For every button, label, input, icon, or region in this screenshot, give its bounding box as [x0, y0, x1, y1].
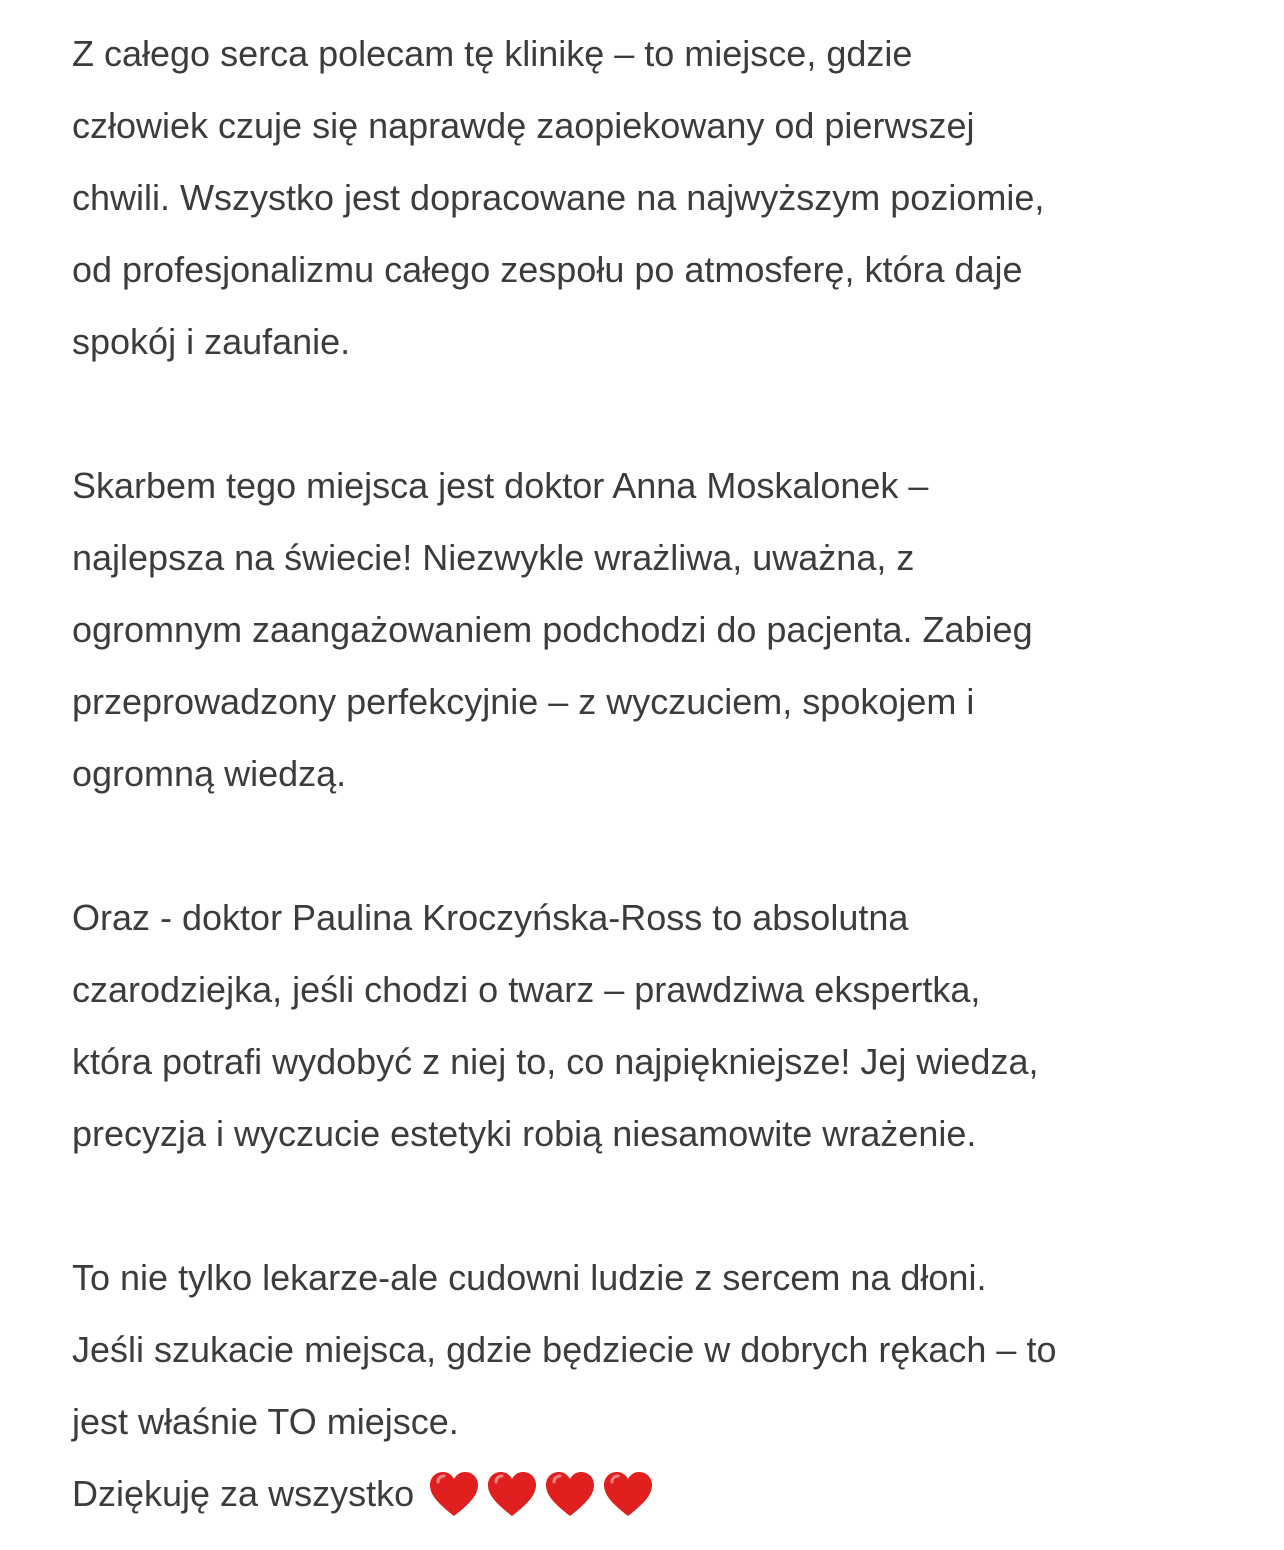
review-line: Z całego serca polecam tę klinikę – to miejsce, gdzie	[72, 33, 913, 74]
review-line: jest właśnie TO miejsce.	[72, 1401, 459, 1442]
review-paragraph-3	[72, 882, 1222, 1170]
review-line: Skarbem tego miejsca jest doktor Anna Moskalonek –	[72, 465, 929, 506]
hearts-group	[428, 1470, 654, 1518]
heart-icon	[602, 1470, 654, 1518]
review-paragraph-1	[72, 18, 1222, 378]
heart-icon	[486, 1470, 538, 1518]
review-line: Jeśli szukacie miejsca, gdzie będziecie w dobrych rękach – to	[72, 1329, 1057, 1370]
heart-icon	[544, 1470, 596, 1518]
review-text	[72, 18, 1222, 1530]
review-paragraph-4	[72, 1242, 1222, 1530]
review-line: ogromną wiedzą.	[72, 753, 347, 794]
review-line: przeprowadzony perfekcyjnie – z wyczuciem, spokojem i	[72, 681, 975, 722]
heart-icon	[428, 1470, 480, 1518]
review-line: od profesjonalizmu całego zespołu po atmosferę, która daje	[72, 249, 1023, 290]
review-line: precyzja i wyczucie estetyki robią niesamowite wrażenie.	[72, 1113, 977, 1154]
paragraph-spacer	[72, 1170, 1222, 1242]
review-line: czarodziejka, jeśli chodzi o twarz – prawdziwa ekspertka,	[72, 969, 981, 1010]
review-line: najlepsza na świecie! Niezwykle wrażliwa, uważna, z	[72, 537, 915, 578]
review-line: To nie tylko lekarze-ale cudowni ludzie z sercem na dłoni.	[72, 1257, 987, 1298]
paragraph-spacer	[72, 810, 1222, 882]
review-line: ogromnym zaangażowaniem podchodzi do pacjenta. Zabieg	[72, 609, 1033, 650]
review-line: chwili. Wszystko jest dopracowane na najwyższym poziomie,	[72, 177, 1045, 218]
closing-line	[72, 1458, 1222, 1530]
review-line: Oraz - doktor Paulina Kroczyńska-Ross to absolutna	[72, 897, 909, 938]
review-line: spokój i zaufanie.	[72, 321, 351, 362]
review-line: człowiek czuje się naprawdę zaopiekowany od pierwszej	[72, 105, 975, 146]
closing-text: Dziękuję za wszystko	[72, 1473, 415, 1514]
review-line: która potrafi wydobyć z niej to, co najpiękniejsze! Jej wiedza,	[72, 1041, 1039, 1082]
paragraph-spacer	[72, 378, 1222, 450]
review-paragraph-2	[72, 450, 1222, 810]
